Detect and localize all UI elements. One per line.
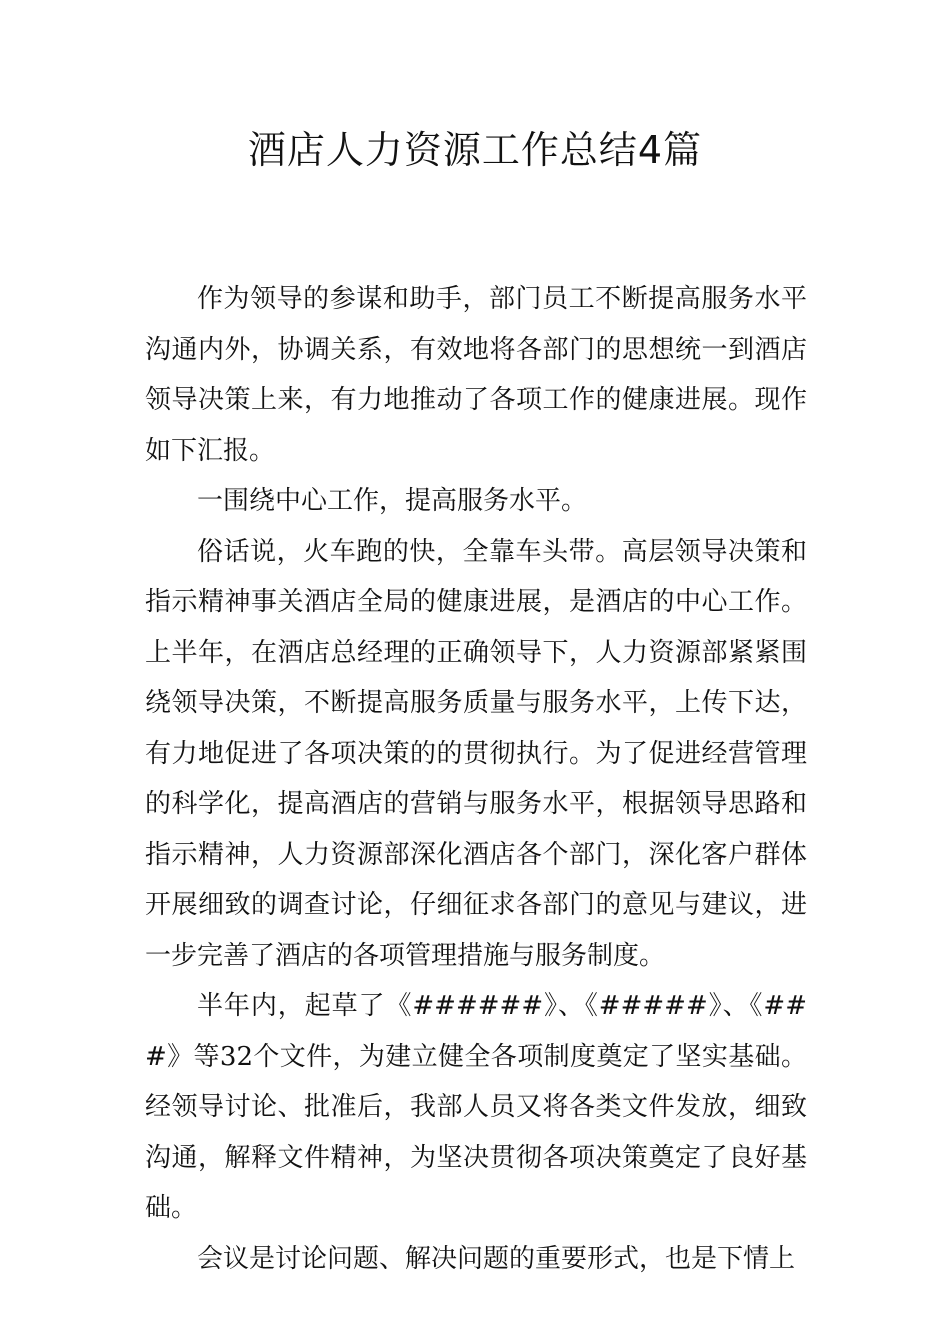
paragraph-4: 半年内，起草了《######》、《#####》、《###》等32个文件，为建立健全各项制度奠定了坚实基础。经领导讨论、批准后，我部人员又将各类文件发放，细致沟通，解释文件精神，为坚决贯彻各项决策奠定了良好基础。 — [145, 991, 807, 1223]
document-body — [145, 274, 807, 1284]
paragraph-5: 会议是讨论问题、解决问题的重要形式，也是下情上 — [197, 1243, 796, 1274]
paragraph-1: 作为领导的参谋和助手，部门员工不断提高服务水平沟通内外，协调关系，有效地将各部门的思想统一到酒店领导决策上来，有力地推动了各项工作的健康进展。现作如下汇报。 — [145, 284, 807, 466]
document-title: 酒店人力资源工作总结4篇 — [247, 128, 703, 172]
paragraph-3: 俗话说，火车跑的快，全靠车头带。高层领导决策和指示精神事关酒店全局的健康进展，是酒店的中心工作。上半年，在酒店总经理的正确领导下，人力资源部紧紧围绕领导决策，不断提高服务质量与服务水平，上传下达，有力地促进了各项决策的的贯彻执行。为了促进经营管理的科学化，提高酒店的营销与服务水平，根据领导思路和指示精神，人力资源部深化酒店各个部门，深化客户群体开展细致的调查讨论，仔细征求各部门的意见与建议，进一步完善了酒店的各项管理措施与服务制度。 — [145, 536, 807, 971]
paragraph-2: 一围绕中心工作，提高服务水平。 — [197, 486, 588, 516]
